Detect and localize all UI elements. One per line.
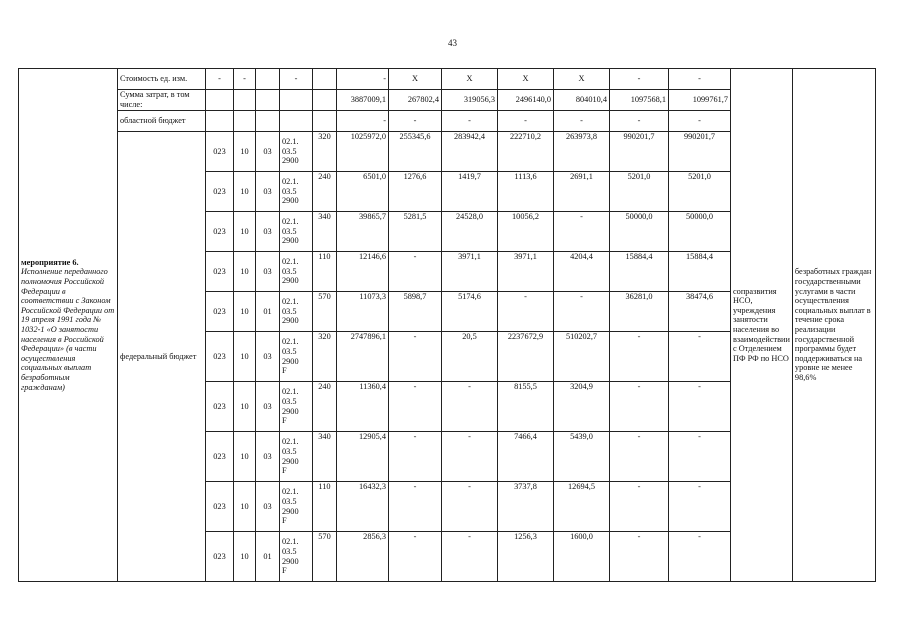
rz-cell (234, 111, 256, 132)
kbk-cell: 02.1. 03.5 2900 F (280, 532, 313, 582)
rz-cell: 10 (234, 172, 256, 212)
value-cell: 12694,5 (554, 482, 610, 532)
total-cell: 11360,4 (337, 382, 389, 432)
value-cell: 5201,0 (669, 172, 731, 212)
rz-cell: 10 (234, 212, 256, 252)
value-cell: X (554, 69, 610, 90)
budget-table (18, 68, 876, 582)
value-cell: - (442, 532, 498, 582)
grbs-cell: 023 (206, 292, 234, 332)
value-cell: 510202,7 (554, 332, 610, 382)
value-cell: 20,5 (442, 332, 498, 382)
grbs-cell: 023 (206, 432, 234, 482)
vr-cell: 320 (313, 332, 337, 382)
value-cell: 2237672,9 (498, 332, 554, 382)
value-cell: - (669, 532, 731, 582)
vr-cell: 240 (313, 382, 337, 432)
value-cell: 50000,0 (669, 212, 731, 252)
value-cell: 255345,6 (389, 132, 442, 172)
row-label: Стоимость ед. изм. (118, 69, 206, 90)
kbk-cell: 02.1. 03.5 2900 (280, 132, 313, 172)
value-cell: 7466,4 (498, 432, 554, 482)
value-cell: X (442, 69, 498, 90)
total-cell: 12905,4 (337, 432, 389, 482)
value-cell: 5174,6 (442, 292, 498, 332)
value-cell: 3737,8 (498, 482, 554, 532)
total-cell: - (337, 111, 389, 132)
value-cell: - (389, 332, 442, 382)
grbs-cell: 023 (206, 252, 234, 292)
value-cell: - (610, 111, 669, 132)
vr-cell: 320 (313, 132, 337, 172)
rz-cell: 10 (234, 532, 256, 582)
value-cell: - (442, 382, 498, 432)
rz-cell: 10 (234, 482, 256, 532)
value-cell: 1600,0 (554, 532, 610, 582)
value-cell: 2496140,0 (498, 90, 554, 111)
event-title: мероприятие 6. (21, 257, 79, 267)
vr-cell (313, 111, 337, 132)
value-cell: - (669, 482, 731, 532)
kbk-cell: 02.1. 03.5 2900 F (280, 332, 313, 382)
rz-cell (234, 90, 256, 111)
vr-cell (313, 90, 337, 111)
value-cell: 990201,7 (669, 132, 731, 172)
vr-cell: 340 (313, 212, 337, 252)
grbs-cell: 023 (206, 132, 234, 172)
value-cell: - (554, 212, 610, 252)
value-cell: 15884,4 (610, 252, 669, 292)
grbs-cell: 023 (206, 382, 234, 432)
value-cell: - (669, 332, 731, 382)
value-cell: 1097568,1 (610, 90, 669, 111)
value-cell: - (610, 432, 669, 482)
pr-cell: 03 (256, 132, 280, 172)
total-cell: 6501,0 (337, 172, 389, 212)
value-cell: 36281,0 (610, 292, 669, 332)
rz-cell: 10 (234, 432, 256, 482)
page-number: 43 (448, 38, 457, 48)
value-cell: 50000,0 (610, 212, 669, 252)
value-cell: 1419,7 (442, 172, 498, 212)
pr-cell (256, 111, 280, 132)
value-cell: - (554, 292, 610, 332)
value-cell: - (498, 292, 554, 332)
kbk-cell: 02.1. 03.5 2900 (280, 292, 313, 332)
vr-cell: 110 (313, 252, 337, 292)
value-cell: 8155,5 (498, 382, 554, 432)
grbs-cell: 023 (206, 482, 234, 532)
kbk-cell: 02.1. 03.5 2900 F (280, 482, 313, 532)
value-cell: 15884,4 (669, 252, 731, 292)
grbs-cell (206, 111, 234, 132)
executor-cell: сопразвития НСО, учреждения занятости населения во взаимодействии с Отделением ПФ РФ по НСО (731, 69, 793, 582)
kbk-cell: 02.1. 03.5 2900 (280, 172, 313, 212)
value-cell: - (389, 432, 442, 482)
value-cell: - (442, 432, 498, 482)
rz-cell: - (234, 69, 256, 90)
vr-cell: 110 (313, 482, 337, 532)
kbk-cell: 02.1. 03.5 2900 F (280, 382, 313, 432)
pr-cell: 03 (256, 482, 280, 532)
value-cell: - (554, 111, 610, 132)
vr-cell (313, 69, 337, 90)
row-label: Сумма затрат, в том числе: (118, 90, 206, 111)
value-cell: - (389, 382, 442, 432)
total-cell: 2856,3 (337, 532, 389, 582)
value-cell: 1276,6 (389, 172, 442, 212)
kbk-cell: 02.1. 03.5 2900 F (280, 432, 313, 482)
vr-cell: 240 (313, 172, 337, 212)
pr-cell: 01 (256, 532, 280, 582)
vr-cell: 570 (313, 532, 337, 582)
pr-cell: 03 (256, 432, 280, 482)
value-cell: - (389, 111, 442, 132)
value-cell: 3971,1 (498, 252, 554, 292)
grbs-cell: - (206, 69, 234, 90)
pr-cell: 01 (256, 292, 280, 332)
kbk-cell: 02.1. 03.5 2900 (280, 212, 313, 252)
rz-cell: 10 (234, 252, 256, 292)
value-cell: - (389, 482, 442, 532)
vr-cell: 570 (313, 292, 337, 332)
value-cell: - (669, 432, 731, 482)
rz-cell: 10 (234, 132, 256, 172)
value-cell: 5201,0 (610, 172, 669, 212)
value-cell: 1113,6 (498, 172, 554, 212)
grbs-cell: 023 (206, 532, 234, 582)
kbk-cell: 02.1. 03.5 2900 (280, 252, 313, 292)
pr-cell (256, 69, 280, 90)
value-cell: 263973,8 (554, 132, 610, 172)
value-cell: - (669, 69, 731, 90)
value-cell: - (442, 482, 498, 532)
rz-cell: 10 (234, 292, 256, 332)
value-cell: 5281,5 (389, 212, 442, 252)
value-cell: 5439,0 (554, 432, 610, 482)
pr-cell (256, 90, 280, 111)
value-cell: 990201,7 (610, 132, 669, 172)
rz-cell: 10 (234, 332, 256, 382)
total-cell: 3887009,1 (337, 90, 389, 111)
value-cell: 1099761,7 (669, 90, 731, 111)
kbk-cell (280, 111, 313, 132)
value-cell: 804010,4 (554, 90, 610, 111)
result-cell: безработных граждан государственными услугами в части осуществления социальных выплат в течение срока реализации государственной программы будет поддерживаться на уровне не менее 98,6% (792, 69, 875, 582)
event-cell (19, 69, 118, 582)
rz-cell: 10 (234, 382, 256, 432)
total-cell: - (337, 69, 389, 90)
value-cell: - (442, 111, 498, 132)
value-cell: - (610, 482, 669, 532)
pr-cell: 03 (256, 252, 280, 292)
value-cell: 5898,7 (389, 292, 442, 332)
grbs-cell: 023 (206, 332, 234, 382)
pr-cell: 03 (256, 172, 280, 212)
table-row (19, 69, 876, 90)
value-cell: X (498, 69, 554, 90)
value-cell: 3971,1 (442, 252, 498, 292)
value-cell: 4204,4 (554, 252, 610, 292)
value-cell: 283942,4 (442, 132, 498, 172)
kbk-cell (280, 90, 313, 111)
pr-cell: 03 (256, 382, 280, 432)
value-cell: - (610, 332, 669, 382)
kbk-cell: - (280, 69, 313, 90)
grbs-cell: 023 (206, 172, 234, 212)
grbs-cell (206, 90, 234, 111)
total-cell: 2747896,1 (337, 332, 389, 382)
pr-cell: 03 (256, 212, 280, 252)
value-cell: - (610, 382, 669, 432)
grbs-cell: 023 (206, 212, 234, 252)
total-cell: 12146,6 (337, 252, 389, 292)
value-cell: 2691,1 (554, 172, 610, 212)
value-cell: - (498, 111, 554, 132)
federal-label: федеральный бюджет (118, 132, 206, 582)
total-cell: 16432,3 (337, 482, 389, 532)
total-cell: 11073,3 (337, 292, 389, 332)
value-cell: 10056,2 (498, 212, 554, 252)
value-cell: 319056,3 (442, 90, 498, 111)
row-label: областной бюджет (118, 111, 206, 132)
vr-cell: 340 (313, 432, 337, 482)
value-cell: - (610, 69, 669, 90)
total-cell: 1025972,0 (337, 132, 389, 172)
value-cell: - (389, 532, 442, 582)
event-description: Исполнение переданного полномочия Российской Федерации в соответствии с Законом Российской Федерации от 19 апреля 1991 года № 1032-1 «О занятости населения в Российской Федерации» (в части осуществления социальных выплат безработным гражданам) (21, 267, 115, 392)
value-cell: 267802,4 (389, 90, 442, 111)
value-cell: 3204,9 (554, 382, 610, 432)
value-cell: 1256,3 (498, 532, 554, 582)
value-cell: - (669, 111, 731, 132)
pr-cell: 03 (256, 332, 280, 382)
value-cell: X (389, 69, 442, 90)
value-cell: - (389, 252, 442, 292)
value-cell: - (610, 532, 669, 582)
value-cell: 222710,2 (498, 132, 554, 172)
value-cell: - (669, 382, 731, 432)
value-cell: 38474,6 (669, 292, 731, 332)
total-cell: 39865,7 (337, 212, 389, 252)
value-cell: 24528,0 (442, 212, 498, 252)
